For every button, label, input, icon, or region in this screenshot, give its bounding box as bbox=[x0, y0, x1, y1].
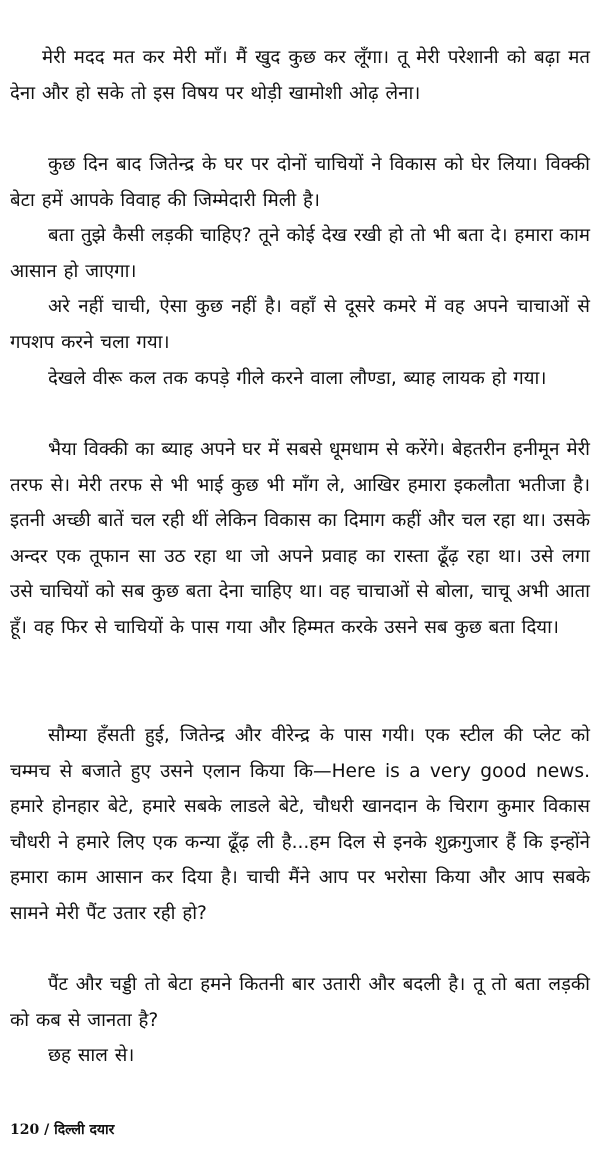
paragraph-7: सौम्या हँसती हुई, जितेन्द्र और वीरेन्द्र के पास गयी। एक स्टील की प्लेट को चम्मच से बजाते हुए उसने एलान किया कि—Here is a very good news. हमारे होनहार बेटे, हमारे सबके लाडले बेटे, चौधरी खानदान के चिराग कुमार विकास चौधरी ने हमारे लिए एक कन्या ढूँढ़ ली है...हम दिल से इनके शुक्रगुजार हैं कि इन्होंने हमारा काम आसान कर दिया है। चाची मैंने आप पर भरोसा किया और आप सबके सामने मेरी पैंट उतार रही हो? bbox=[10, 725, 590, 924]
paragraph-9: छह साल से। bbox=[48, 1045, 135, 1066]
paragraph-8: पैंट और चड्डी तो बेटा हमने कितनी बार उतारी और बदली है। तू तो बता लड़की को कब से जानता है? bbox=[10, 974, 590, 1031]
paragraph-4: अरे नहीं चाची, ऐसा कुछ नहीं है। वहाँ से दूसरे कमरे में वह अपने चाचाओं से गपशप करने चला गया। bbox=[10, 296, 590, 353]
page-footer: 120 / दिल्ली दयार bbox=[10, 1122, 115, 1138]
paragraph-6: भैया विक्की का ब्याह अपने घर में सबसे धूमधाम से करेंगे। बेहतरीन हनीमून मेरी तरफ से। मेरी तरफ से भी भाई कुछ भी माँग ले, आखिर हमारा इकलौता भतीजा है। इतनी अच्छी बातें चल रही थीं लेकिन विकास का दिमाग कहीं और चल रहा था। उसके अन्दर एक तूफान सा उठ रहा था जो अपने प्रवाह का रास्ता ढूँढ़ रहा था। उसे लगा उसे चाचियों को सब कुछ बता देना चाहिए था। वह चाचाओं से बोला, चाचू अभी आता हूँ। वह फिर से चाचियों के पास गया और हिम्मत करके उसने सब कुछ बता दिया। bbox=[10, 439, 590, 638]
paragraph-3: बता तुझे कैसी लड़की चाहिए? तूने कोई देख रखी हो तो भी बता दे। हमारा काम आसान हो जाएगा। bbox=[10, 225, 590, 282]
paragraph-2: कुछ दिन बाद जितेन्द्र के घर पर दोनों चाचियों ने विकास को घेर लिया। विक्की बेटा हमें आपके विवाह की जिम्मेदारी मिली है। bbox=[10, 154, 590, 211]
paragraph-1: मेरी मदद मत कर मेरी माँ। मैं खुद कुछ कर लूँगा। तू मेरी परेशानी को बढ़ा मत देना और हो सके तो इस विषय पर थोड़ी खामोशी ओढ़ लेना। bbox=[10, 47, 590, 104]
paragraph-5: देखले वीरू कल तक कपड़े गीले करने वाला लौण्डा, ब्याह लायक हो गया। bbox=[48, 368, 547, 389]
